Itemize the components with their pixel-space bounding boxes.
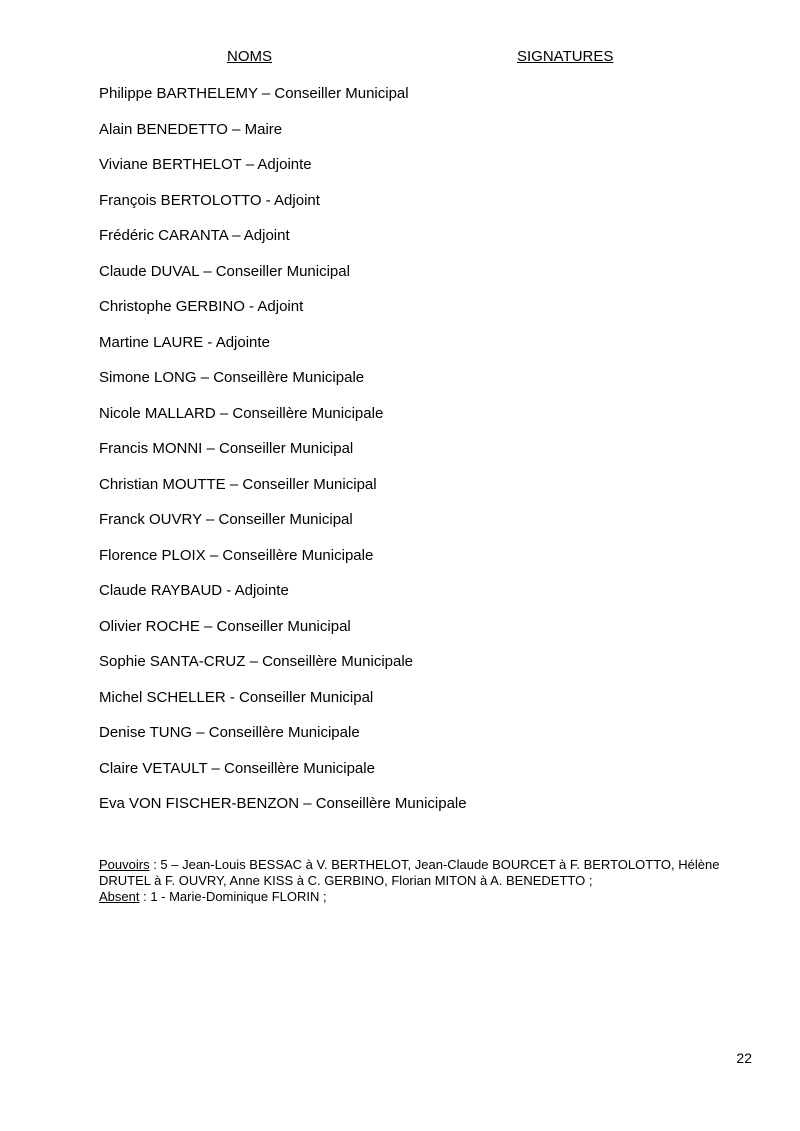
proxies-text: : 5 – Jean-Louis BESSAC à V. BERTHELOT, Jean-Claude BOURCET à F. BERTOLOTTO, Hélène DRUTEL à F. OUVRY, Anne KISS à C. GERBINO, Florian MITON à A. BENEDETTO ; [99, 857, 720, 888]
member-entry: Frédéric CARANTA – Adjoint [99, 227, 290, 244]
member-entry: Alain BENEDETTO – Maire [99, 120, 283, 138]
member-entry: Simone LONG – Conseillère Municipale [99, 369, 365, 386]
member-entry: Claude DUVAL – Conseiller Municipal [99, 262, 350, 280]
attendance-notes [99, 857, 754, 905]
member-entry: François BERTOLOTTO - Adjoint [99, 191, 320, 209]
names-column-header: NOMS [227, 48, 272, 65]
member-entry: Claude RAYBAUD - Adjointe [99, 582, 289, 599]
member-entry: Christian MOUTTE – Conseiller Municipal [99, 475, 377, 493]
member-list [99, 84, 467, 830]
member-entry: Franck OUVRY – Conseiller Municipal [99, 511, 353, 528]
absent-label: Absent [99, 889, 140, 904]
member-entry: Denise TUNG – Conseillère Municipale [99, 724, 360, 741]
absent-note [99, 889, 754, 905]
page-number: 22 [736, 1050, 752, 1066]
proxies-note [99, 857, 754, 889]
member-entry: Florence PLOIX – Conseillère Municipale [99, 546, 374, 564]
member-entry: Michel SCHELLER - Conseiller Municipal [99, 688, 374, 706]
member-entry: Olivier ROCHE – Conseiller Municipal [99, 617, 351, 635]
column-headers [0, 48, 800, 68]
member-entry: Nicole MALLARD – Conseillère Municipale [99, 404, 384, 422]
member-entry: Claire VETAULT – Conseillère Municipale [99, 759, 375, 777]
member-entry: Martine LAURE - Adjointe [99, 333, 270, 351]
member-entry: Philippe BARTHELEMY – Conseiller Municipal [99, 85, 409, 102]
member-entry: Viviane BERTHELOT – Adjointe [99, 156, 312, 173]
signatures-column-header: SIGNATURES [517, 48, 614, 65]
proxies-label: Pouvoirs [99, 857, 150, 872]
member-entry: Francis MONNI – Conseiller Municipal [99, 440, 354, 457]
absent-text: : 1 - Marie-Dominique FLORIN ; [139, 889, 327, 904]
member-entry: Sophie SANTA-CRUZ – Conseillère Municipale [99, 653, 414, 670]
member-entry: Christophe GERBINO - Adjoint [99, 298, 304, 315]
member-entry: Eva VON FISCHER-BENZON – Conseillère Municipale [99, 795, 467, 812]
